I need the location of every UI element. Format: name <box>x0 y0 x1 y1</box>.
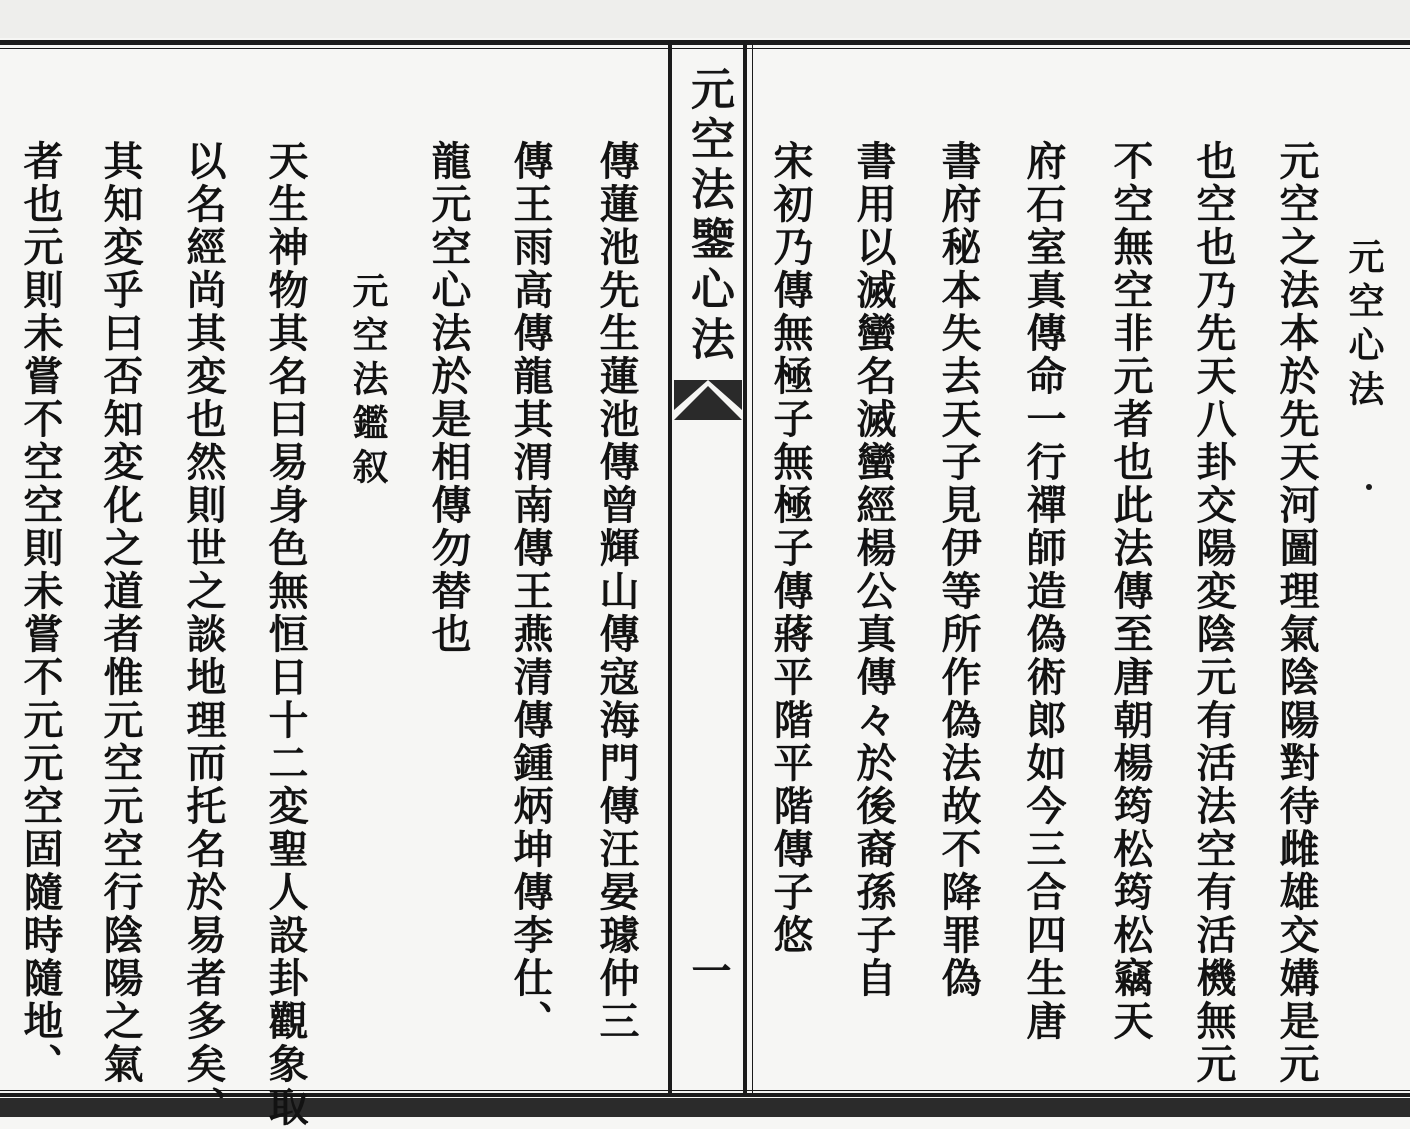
section-heading: 元空心法 <box>1343 238 1385 414</box>
spine-title: 元空法鑒心法 <box>683 66 734 366</box>
text-column: 書府秘本失去天子見伊等所作偽法故不降罪偽 <box>935 140 982 1000</box>
page-top-margin <box>0 0 1410 38</box>
spine-inner-right <box>752 44 753 1094</box>
text-column: 其知変乎曰否知変化之道者惟元空元空行陰陽之氣 <box>97 140 144 1086</box>
text-column: 也空也乃先天八卦交陽変陰元有活法空有活機無元 <box>1190 140 1237 1086</box>
fishtail-icon <box>674 380 742 420</box>
text-column: 傳王雨高傳龍其渭南傳王燕清傳鍾炳坤傳李仕、 <box>507 140 554 1043</box>
text-column: 天生神物其名曰易身色無恒日十二変聖人設卦觀象取 <box>262 140 309 1129</box>
preface-heading: 元空法鑑叙 <box>347 272 389 492</box>
text-column: 書用以滅蠻名滅蠻經楊公真傳々於後裔孫子自 <box>850 140 897 1000</box>
text-column: 不空無空非元者也此法傳至唐朝楊筠松筠松竊天 <box>1107 140 1154 1043</box>
dot-mark <box>1366 484 1372 490</box>
text-column: 傳蓮池先生蓮池傳曾輝山傳寇海門傳汪晏璩仲三 <box>593 140 640 1043</box>
text-column: 宋初乃傳無極子無極子傳蔣平階平階傳子悠 <box>767 140 814 957</box>
text-column: 府石室真傳命一行禪師造偽術郎如今三合四生唐 <box>1020 140 1067 1043</box>
text-column: 元空之法本於先天河圖理氣陰陽對待雌雄交媾是元 <box>1273 140 1320 1086</box>
text-column: 龍元空心法於是相傳勿替也 <box>425 140 472 656</box>
fishtail-mark <box>674 380 742 420</box>
text-column: 以名經尚其変也然則世之談地理而托名於易者多矣、 <box>180 140 227 1129</box>
text-column: 者也元則未嘗不空空則未嘗不元元空固隨時隨地、 <box>17 140 64 1086</box>
center-spine <box>668 44 748 1096</box>
spine-page-number: 一 <box>685 950 732 990</box>
